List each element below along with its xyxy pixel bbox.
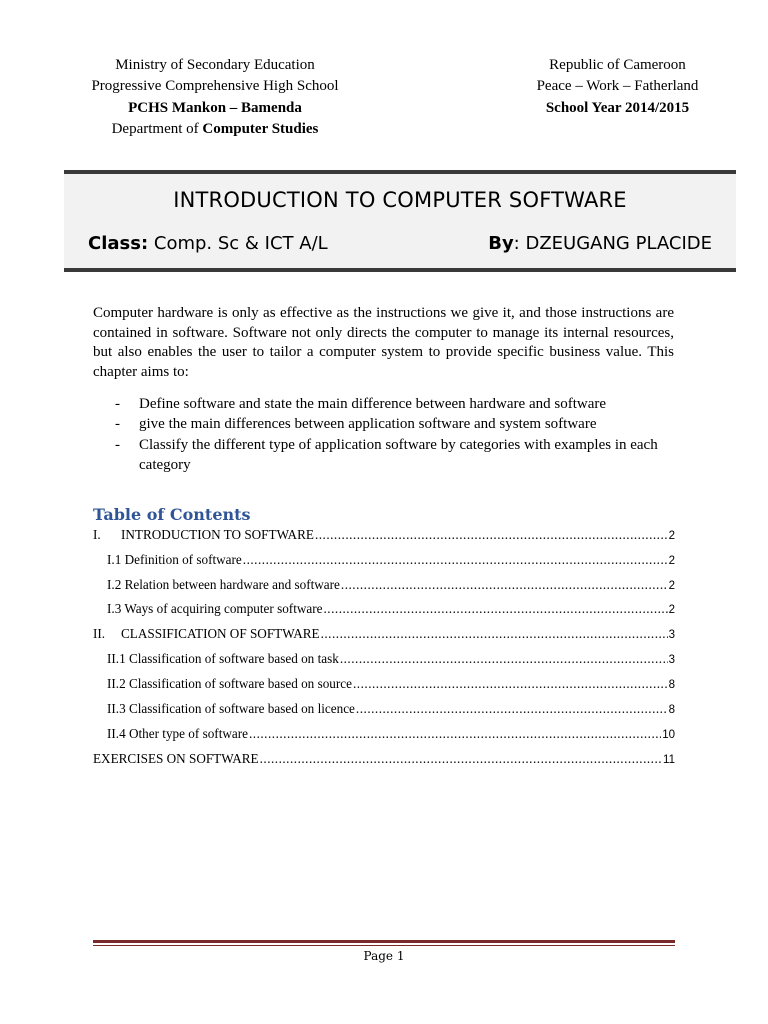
toc-entry-text: II.3 Classification of software based on licence	[107, 701, 355, 716]
toc-entry-text: I.3 Ways of acquiring computer software	[107, 601, 323, 616]
toc-entry-page: 8	[668, 704, 675, 716]
aim-text: Define software and state the main difference between hardware and software	[139, 396, 606, 412]
bullet-dash: -	[115, 396, 120, 412]
toc-leader-dots	[260, 751, 662, 767]
toc-entry-page: 3	[668, 654, 675, 666]
toc-leader-dots	[356, 701, 668, 717]
class-info	[88, 233, 328, 254]
department	[60, 119, 370, 140]
author-label: By	[488, 233, 514, 254]
toc-entry-text: INTRODUCTION TO SOFTWARE	[121, 527, 314, 542]
national-motto: Peace – Work – Fatherland	[536, 78, 699, 95]
toc-entry[interactable]	[93, 726, 675, 744]
header-left	[60, 55, 370, 140]
toc-leader-dots	[321, 626, 668, 642]
aims-list	[115, 394, 675, 475]
toc-entry-text: EXERCISES ON SOFTWARE	[93, 751, 259, 766]
author-value: : DZEUGANG PLACIDE	[513, 233, 712, 254]
toc-entry-number: II.	[93, 626, 106, 641]
aim-item	[115, 414, 675, 434]
toc-entry[interactable]	[93, 552, 675, 570]
aim-text: Classify the different type of application software by categories with examples in each category	[139, 436, 658, 473]
toc-entry[interactable]	[93, 751, 675, 769]
toc-leader-dots	[341, 577, 668, 593]
toc-leader-dots	[243, 552, 668, 568]
department-name: Computer Studies	[202, 120, 319, 137]
toc-entry-text: I.1 Definition of software	[107, 552, 242, 567]
toc-leader-dots	[340, 651, 668, 667]
toc-entry[interactable]	[93, 527, 675, 545]
toc-heading: Table of Contents	[93, 505, 251, 524]
toc-entry-text: II.1 Classification of software based on task	[107, 651, 339, 666]
toc-entry-page: 2	[668, 604, 675, 616]
footer-rule-thick	[93, 940, 675, 943]
toc-leader-dots	[324, 601, 668, 617]
country-name: Republic of Cameroon	[549, 57, 686, 73]
toc-entry-page: 2	[668, 555, 675, 567]
document-title: INTRODUCTION TO COMPUTER SOFTWARE	[173, 188, 627, 212]
toc-entry-text: I.2 Relation between hardware and software	[107, 577, 340, 592]
class-value: Comp. Sc & ICT A/L	[148, 233, 328, 254]
toc-entry-text: CLASSIFICATION OF SOFTWARE	[121, 626, 320, 641]
page-number: Page 1	[363, 949, 405, 963]
school-location: PCHS Mankon – Bamenda	[128, 99, 302, 116]
class-label: Class:	[88, 233, 149, 254]
bullet-dash: -	[115, 436, 120, 453]
toc-entry-page: 3	[668, 629, 675, 641]
toc-entry-number: I.	[93, 527, 101, 542]
toc-entry-page: 8	[668, 679, 675, 691]
header-right	[490, 55, 745, 119]
toc-entry[interactable]	[93, 626, 675, 644]
department-prefix: Department of	[111, 120, 203, 137]
author-info	[488, 233, 712, 254]
toc-entry-page: 11	[663, 754, 675, 766]
toc-entry-text: II.4 Other type of software	[107, 726, 248, 741]
bullet-dash: -	[115, 416, 120, 433]
toc-leader-dots	[249, 726, 661, 742]
school-name: Progressive Comprehensive High School	[91, 78, 339, 95]
toc-entry[interactable]	[93, 651, 675, 669]
aim-text: give the main differences between application software and system software	[139, 416, 597, 433]
toc-entry-page: 10	[662, 729, 675, 741]
toc-entry-text: II.2 Classification of software based on source	[107, 676, 352, 691]
school-year: School Year 2014/2015	[545, 99, 690, 116]
toc-leader-dots	[353, 676, 668, 692]
aim-item	[115, 394, 675, 414]
toc-entry[interactable]	[93, 601, 675, 619]
toc-entry[interactable]	[93, 676, 675, 694]
toc-leader-dots	[315, 527, 668, 543]
toc-entry[interactable]	[93, 577, 675, 595]
intro-paragraph: Computer hardware is only as effective as the instructions we give it, and those instructions are contained in software. Software not only directs the computer to manage its internal resources, but also enables the user to tailor a computer system to provide specific business value. This chapter aims to:	[93, 305, 674, 380]
toc-entry-page: 2	[668, 530, 675, 542]
footer-rule-thin	[93, 945, 675, 946]
aim-item	[115, 435, 675, 476]
toc-entry[interactable]	[93, 701, 675, 719]
ministry-name: Ministry of Secondary Education	[115, 57, 315, 73]
title-box	[64, 170, 736, 272]
toc-entry-page: 2	[668, 580, 675, 592]
